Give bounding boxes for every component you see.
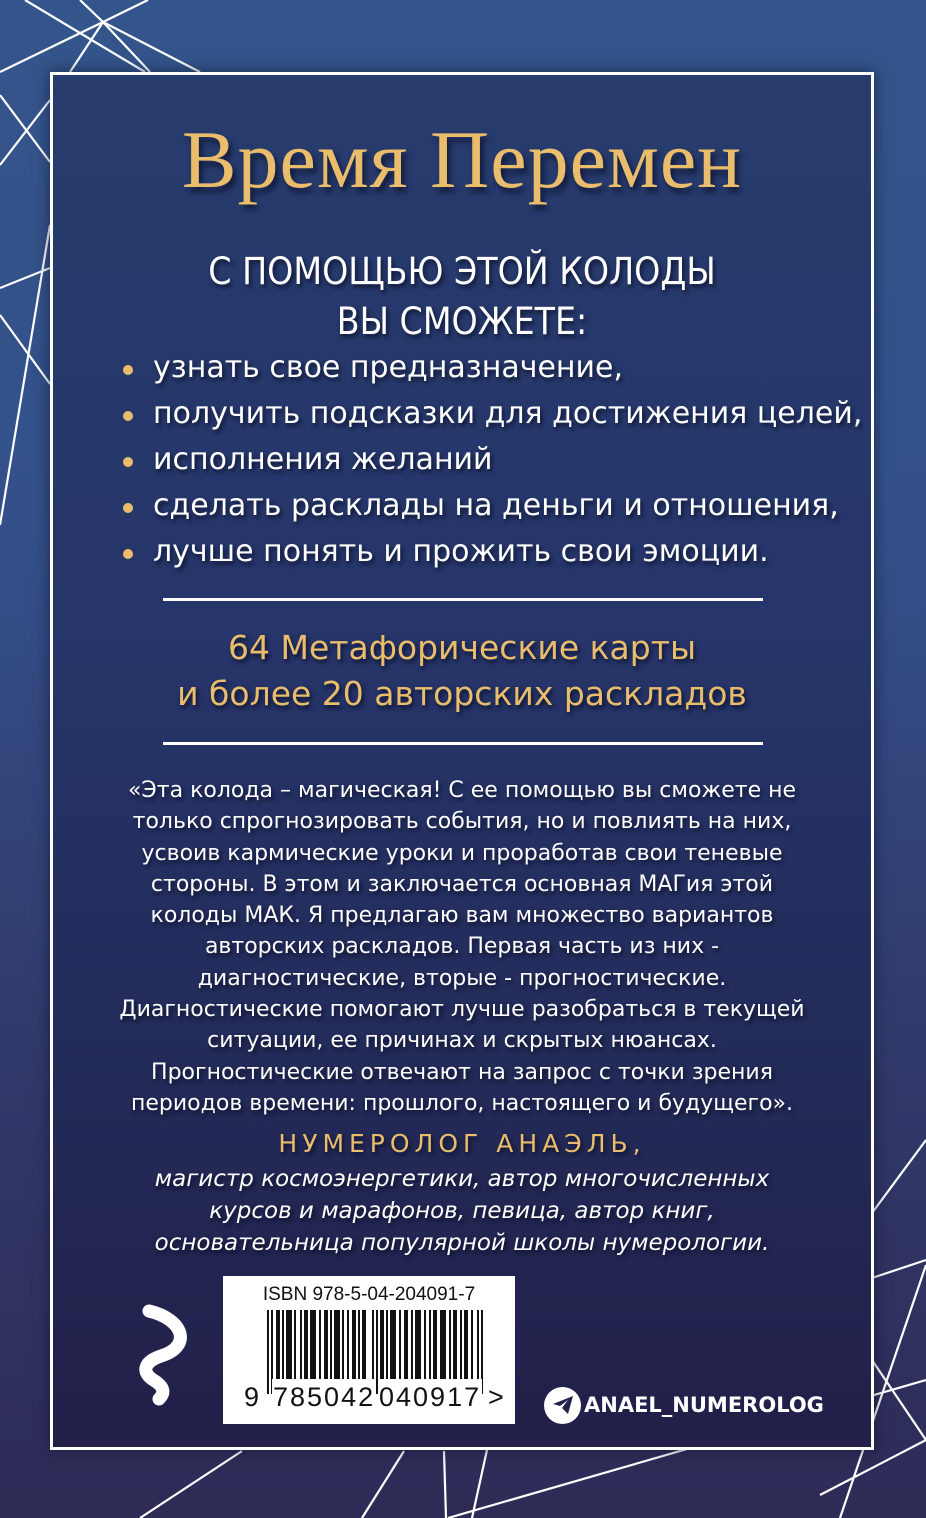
bullet-dot-icon bbox=[123, 549, 133, 559]
list-item-text: сделать расклады на деньги и отношения, bbox=[153, 488, 839, 523]
quote-line: стороны. В этом и заключается основная МАГия этой bbox=[150, 871, 774, 897]
list-item-text: лучше понять и прожить свои эмоции. bbox=[153, 534, 769, 569]
highlight-line-1: 64 Метафорические карты bbox=[228, 628, 696, 667]
bullet-dot-icon bbox=[123, 457, 133, 467]
list-item bbox=[123, 529, 862, 575]
cards-highlight bbox=[53, 625, 871, 717]
heading-line-1: С ПОМОЩЬЮ ЭТОЙ КОЛОДЫ bbox=[208, 250, 716, 293]
quote-line: авторских раскладов. Первая часть из них - bbox=[204, 934, 720, 960]
quote-line: усвоив кармические уроки и проработав свои теневые bbox=[141, 840, 783, 866]
back-cover-panel bbox=[50, 72, 874, 1450]
bullet-dot-icon bbox=[123, 365, 133, 375]
highlight-line-2: и более 20 авторских раскладов bbox=[177, 674, 747, 713]
bullet-dot-icon bbox=[123, 503, 133, 513]
divider-top bbox=[163, 598, 763, 601]
quote-line: Прогностические отвечают на запрос с точки зрения bbox=[151, 1059, 773, 1085]
telegram-icon bbox=[544, 1387, 581, 1424]
author-name: НУМЕРОЛОГ АНАЭЛЬ, bbox=[278, 1129, 646, 1158]
list-item bbox=[123, 483, 862, 529]
eksmo-logo-icon bbox=[131, 1301, 201, 1406]
list-item-text: исполнения желаний bbox=[153, 442, 493, 477]
list-item bbox=[123, 437, 862, 483]
ean-quiet-zone-arrow: > bbox=[487, 1379, 505, 1415]
list-item-text: узнать свое предназначение, bbox=[153, 350, 624, 385]
author-desc-line: курсов и марафонов, певица, автор книг, bbox=[209, 1198, 715, 1224]
quote-line: только спрогнозировать события, но и повлиять на них, bbox=[132, 809, 792, 835]
list-item bbox=[123, 345, 862, 391]
author-desc-line: основательница популярной школы нумерологии. bbox=[154, 1230, 770, 1256]
quote-line: периодов времени: прошлого, настоящего и будущего». bbox=[131, 1090, 793, 1116]
isbn-number: ISBN 978-5-04-204091-7 bbox=[262, 1284, 476, 1305]
author-description bbox=[53, 1163, 871, 1259]
ean-digits bbox=[243, 1379, 503, 1415]
book-title: Время Перемен bbox=[181, 114, 743, 205]
ean-first-digit: 9 bbox=[243, 1379, 260, 1415]
quote-line: ситуации, ее причинах и скрытых нюансах. bbox=[207, 1028, 717, 1054]
author-desc-line: магистр космоэнергетики, автор многочисленных bbox=[154, 1166, 770, 1192]
quote-line: Диагностические помогают лучше разобраться в текущей bbox=[119, 997, 805, 1023]
ean-group-1: 785042 bbox=[272, 1379, 376, 1415]
list-item-text: получить подсказки для достижения целей, bbox=[153, 396, 863, 431]
heading-line-2: ВЫ СМОЖЕТЕ: bbox=[336, 300, 588, 343]
author-quote bbox=[93, 775, 831, 1119]
benefits-list bbox=[123, 345, 862, 575]
isbn-barcode bbox=[223, 1276, 515, 1424]
benefits-heading bbox=[53, 247, 871, 347]
social-handle-text: ANAEL_NUMEROLOG bbox=[584, 1393, 824, 1417]
ean-group-2: 040917 bbox=[378, 1379, 482, 1415]
bullet-dot-icon bbox=[123, 411, 133, 421]
telegram-handle[interactable] bbox=[544, 1385, 824, 1425]
divider-bottom bbox=[163, 742, 763, 745]
quote-line: колоды МАК. Я предлагаю вам множество вариантов bbox=[150, 903, 774, 929]
quote-line: «Эта колода – магическая! С ее помощью вы сможете не bbox=[127, 778, 797, 803]
list-item bbox=[123, 391, 862, 437]
quote-line: диагностические, вторые - прогностические. bbox=[197, 965, 727, 991]
